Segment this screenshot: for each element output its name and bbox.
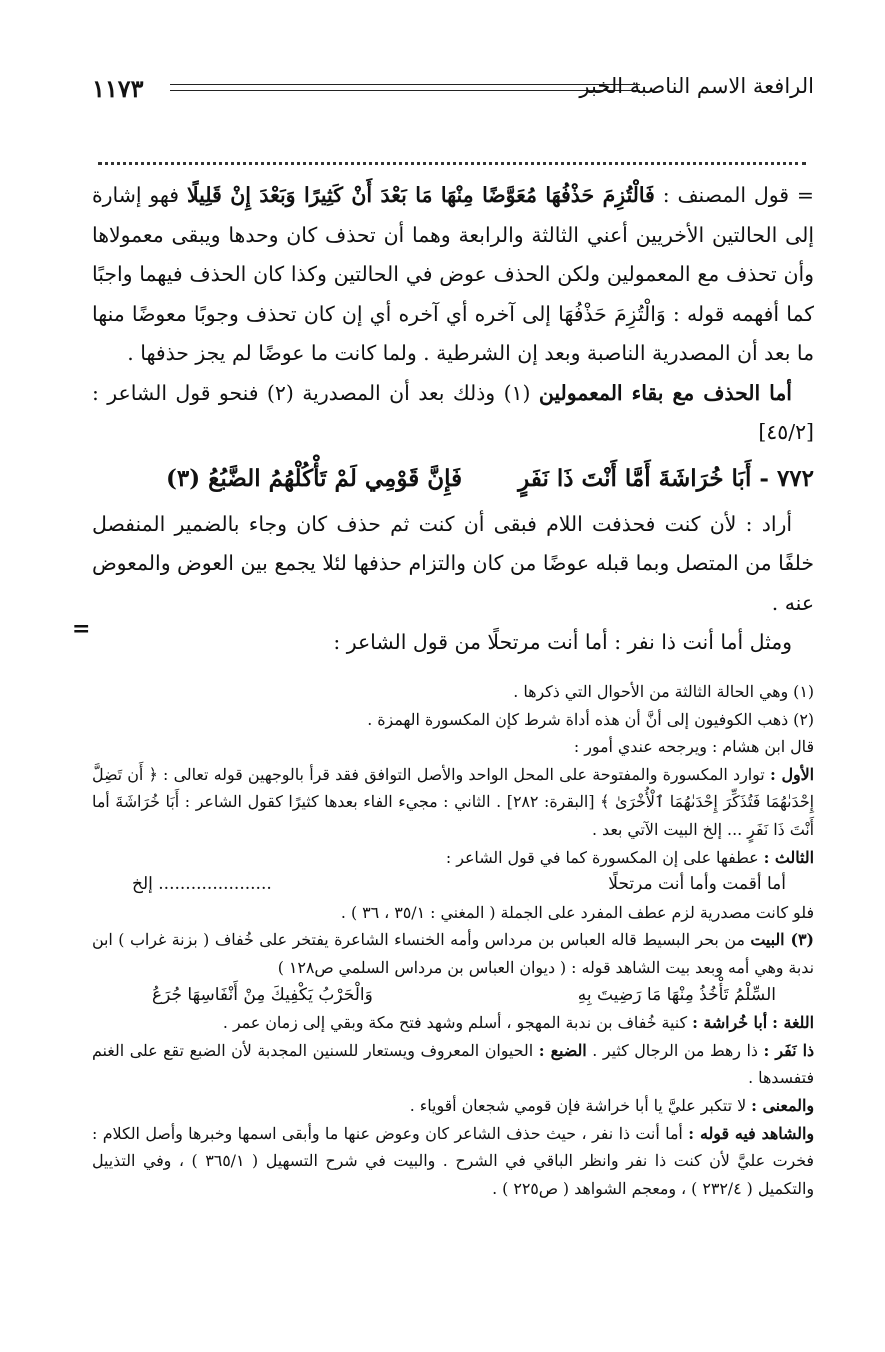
footnote-verse — [92, 982, 814, 1010]
paragraph: أراد : لأن كنت فحذفت اللام فبقى أن كنت ثم حذف كان وجاء بالضمير المنفصل خلفًا من المتصل وبما قبله عوضًا من كان والتزام حذفها لئلا يجمع بين العوض والمعوض عنه . — [92, 511, 814, 615]
quoted-text: فَالْتُزِمَ حَذْفُهَا مُعَوَّضًا مِنْهَا مَا بَعْدَ أَنْ كَثِيرًا وَبَعْدَ إِنْ قَلِيلًا — [186, 183, 655, 207]
footnote-body: كنية خُفاف بن ندبة المهجو ، أسلم وشهد فتح مكة وبقي إلى زمان عمر . — [222, 1013, 688, 1033]
paragraph-lead: = قول المصنف : — [662, 183, 815, 207]
footnote-term: ذا نَفَر : — [763, 1040, 815, 1060]
running-title: الرافعة الاسم الناصبة الخبر — [579, 74, 814, 98]
footnote-body: لا تتكبر عليَّ يا أبا خراشة فإن قومي شجعان أقوياء . — [409, 1095, 747, 1115]
verse-number: ٧٧٢ - — [759, 464, 814, 492]
dotted-separator — [98, 142, 806, 165]
paragraph: ومثل أما أنت ذا نفر : أما أنت مرتحلًا من قول الشاعر : — [333, 630, 792, 654]
footnote-text — [92, 1120, 814, 1203]
footnote-label: الثالث : — [763, 847, 814, 867]
footnote-body: عطفها على إن المكسورة كما في قول الشاعر : — [445, 847, 759, 867]
footnote-text: فلو كانت مصدرية لزم عطف المفرد على الجملة ( المغني : ٣٥/١ ، ٣٦ ) . — [340, 902, 814, 922]
paragraph-text: فهو إشارة إلى الحالتين الأخريين أعني الثالثة والرابعة وهما أن تحذف كان وحدها ويبقى معمولاها وأن تحذف مع المعمولين ولكن الحذف عوض في الحالتين وكذا كان الحذف فيهما واجبًا كما أفهمه قوله : وَالْتُزِمَ حَذْفُهَا إلى آخره أي آخره أي إن كان تحذف وجوبًا معوضًا منها ما بعد أن المصدرية الناصبة وبعد إن الشرطية . ولما كانت ما عوضًا لم يجز حذفها . — [92, 183, 814, 365]
paragraph — [92, 374, 814, 453]
footnote-body: الحيوان المعروف ويستعار للسنين المجدبة لأن الضبع تقع على الغنم فتفسدها . — [92, 1040, 814, 1088]
footnotes — [92, 678, 814, 1202]
page-header — [92, 72, 814, 112]
header-rule — [170, 90, 640, 91]
footnote-label: والمعنى : — [751, 1095, 814, 1115]
footnote-text — [92, 1009, 814, 1037]
footnote-term: أبا خُراشة : — [692, 1013, 768, 1033]
verse-hemistich: السِّلْمُ تَأْخُذُ مِنْهَا مَا رَضِيتَ بِهِ — [577, 984, 776, 1005]
footnote-label: اللغة : — [772, 1013, 814, 1033]
section-heading: أما الحذف مع بقاء المعمولين — [538, 380, 792, 405]
verse-hemistich: أَبَا خُرَاشَةَ أَمَّا أَنْتَ ذَا نَفَرٍ — [518, 464, 752, 492]
footnote-label: (٣) البيت — [750, 930, 814, 950]
paragraph — [92, 176, 814, 374]
footnote-text — [92, 1092, 814, 1120]
paragraph-text: (١) وذلك بعد أن المصدرية (٢) فنحو قول الشاعر :[٤٥/٢] — [92, 380, 814, 444]
verse-hemistich: ..................... إلخ — [132, 874, 272, 895]
footnote-label: الأول : — [769, 764, 815, 784]
footnote: (٢) ذهب الكوفيون إلى أنَّ أن هذه أداة شرط كإن المكسورة الهمزة . — [367, 709, 814, 729]
footnote-text — [92, 844, 814, 872]
footnote-text — [92, 761, 814, 844]
footnote-label: والشاهد فيه قوله : — [688, 1123, 814, 1143]
footnote-term: الضبع : — [538, 1040, 587, 1060]
footnote: (١) وهي الحالة الثالثة من الأحوال التي ذكرها . — [513, 682, 814, 701]
footnote-text: قال ابن هشام : ويرجحه عندي أمور : — [573, 737, 814, 757]
verse-line — [92, 453, 814, 505]
verse-hemistich: فَإِنَّ قَوْمِي لَمْ تَأْكُلْهُمُ الضَّبُعُ (٣) — [165, 464, 463, 492]
page-number: ١١٧٣ — [92, 74, 144, 103]
verse-hemistich: أما أقمت وأما أنت مرتحلًا — [608, 874, 786, 895]
footnote-text — [92, 1037, 814, 1092]
continuation-mark: = — [72, 616, 91, 642]
footnote — [92, 926, 814, 981]
footnote-body: من بحر البسيط قاله العباس بن مرداس وأمه الخنساء الشاعرة يفتخر على خُفاف ( بزنة غراب ) ابن ندبة وهي أمه وبعد بيت الشاهد قوله : ( ديوان العباس بن مرداس السلمي ص١٢٨ ) — [92, 930, 814, 977]
footnote-body: توارد المكسورة والمفتوحة على المحل الواحد والأصل التوافق فقد قرأ بالوجهين قوله تعالى : ﴿ أَن تَضِلَّ إِحْدَىٰهُمَا فَتُذَكِّرَ إِحْدَىٰهُمَا ٱلْأُخْرَىٰ ﴾ [البقرة: ٢٨٢] . الثاني : مجيء الفاء بعدها كثيرًا كقول الشاعر : أَبَا خُرَاشَةَ أما أَنْتَ ذَا نَفَرٍ ... إلخ البيت الآتي بعد . — [92, 764, 814, 839]
footnote-body: أما أنت ذا نفر ، حيث حذف الشاعر كان وعوض عنها ما وأبقى اسمها وخبرها وأصل الكلام : فخرت عليَّ لأن كنت ذا نفر وانظر الباقي في الشرح . والبيت في شرح التسهيل ( ٣٦٥/١ ) ، وفي التذييل والتكميل ( ٢٣٢/٤ ) ، ومعجم الشواهد ( ص٢٢٥ ) . — [92, 1123, 814, 1198]
verse-hemistich: وَالْحَرْبُ يَكْفِيكَ مِنْ أَنْفَاسِهَا جُرَعُ — [152, 984, 373, 1005]
footnote-verse — [92, 871, 814, 899]
header-rule — [170, 84, 640, 85]
footnote-body: ذا رهط من الرجال كثير . — [592, 1040, 758, 1060]
main-text — [92, 176, 814, 663]
